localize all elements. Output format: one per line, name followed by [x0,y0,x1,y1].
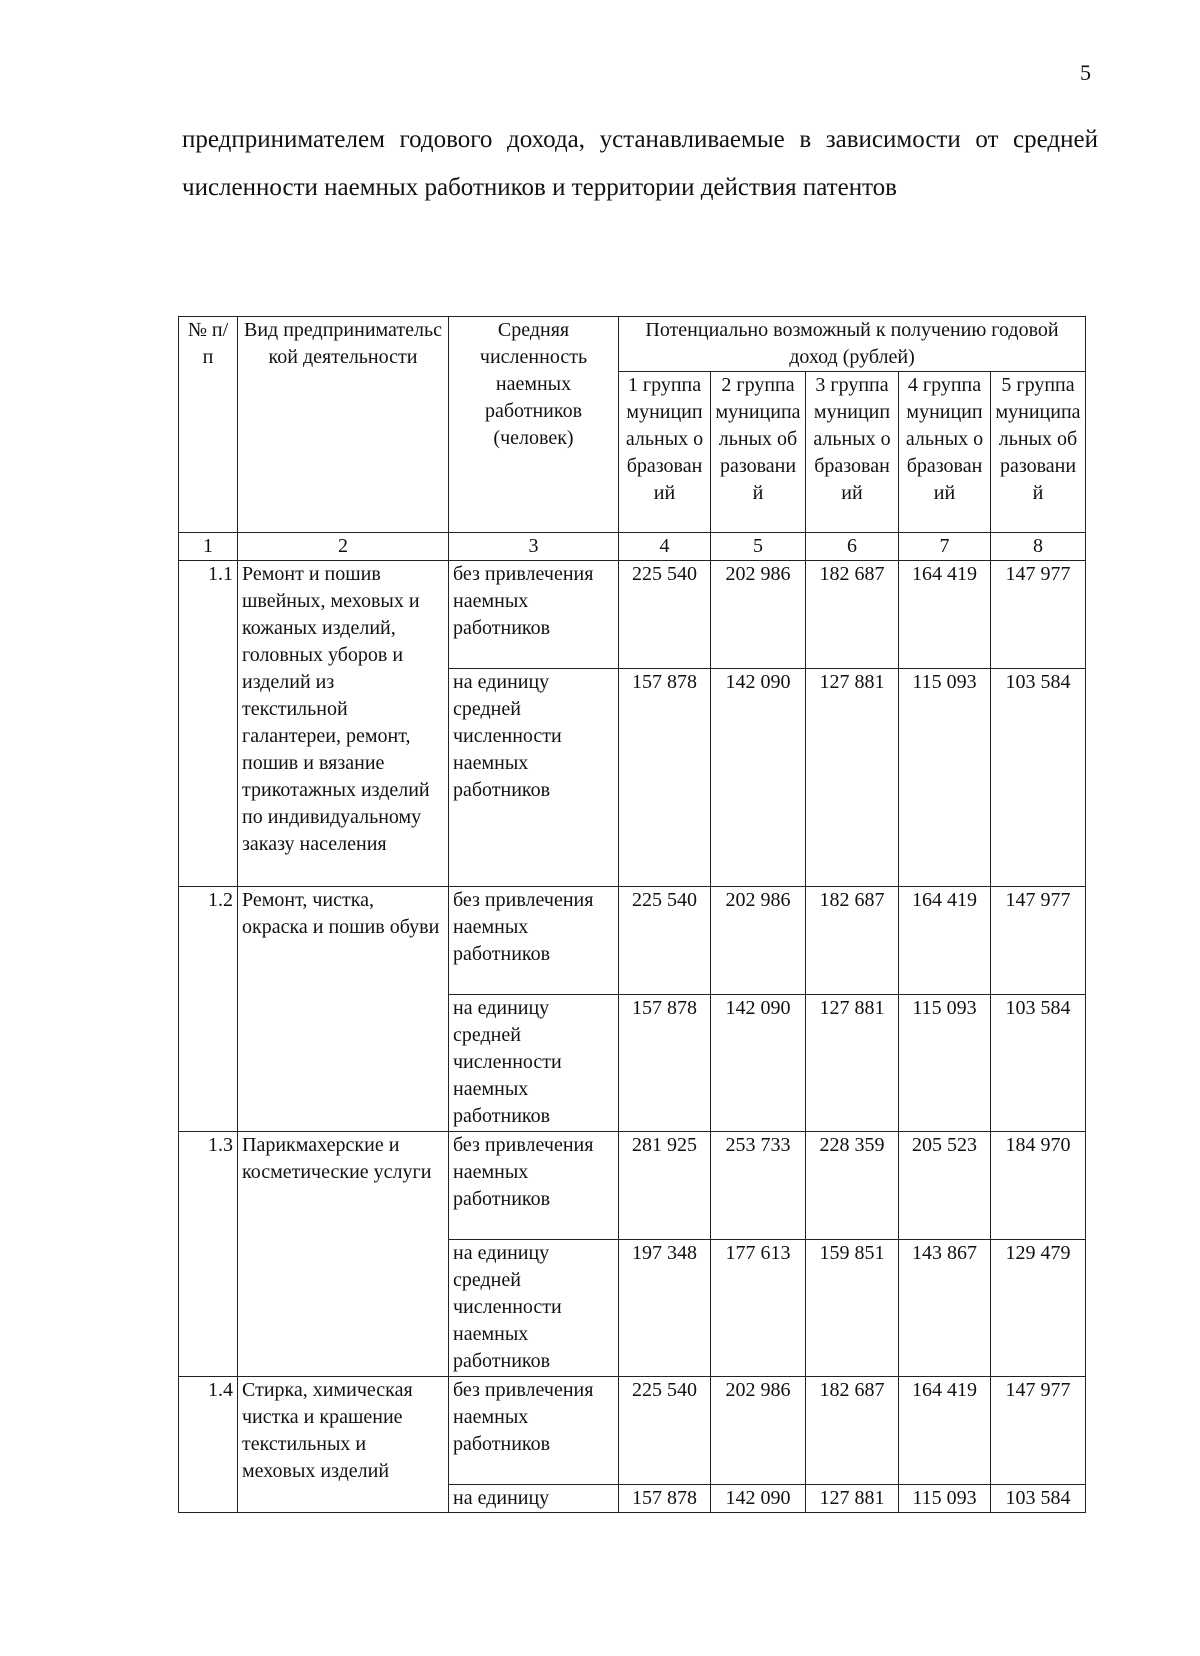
table-row [179,887,1086,995]
income-value: 159 851 [806,1240,899,1377]
income-value: 142 090 [711,669,806,887]
row-number: 1.4 [179,1377,238,1513]
income-value: 127 881 [806,1485,899,1513]
intro-paragraph [182,116,1098,212]
income-value: 147 977 [991,1377,1086,1485]
column-number: 7 [899,533,991,561]
activity-cell: Ремонт, чистка, окраска и пошив обуви [238,887,449,1132]
income-value: 202 986 [711,887,806,995]
header-group-2: 2 группа муниципальных образований [711,372,806,533]
income-value: 147 977 [991,887,1086,995]
column-number: 5 [711,533,806,561]
column-number: 8 [991,533,1086,561]
income-value: 142 090 [711,1485,806,1513]
income-value: 281 925 [619,1132,711,1240]
activity-cell: Парикмахерские и косметические услуги [238,1132,449,1377]
header-activity: Вид предпринимательской деятельности [238,317,449,533]
income-value: 225 540 [619,561,711,669]
income-value: 228 359 [806,1132,899,1240]
column-number: 1 [179,533,238,561]
row-number: 1.1 [179,561,238,887]
income-value: 164 419 [899,1377,991,1485]
income-value: 142 090 [711,995,806,1132]
income-value: 205 523 [899,1132,991,1240]
income-value: 157 878 [619,669,711,887]
income-value: 202 986 [711,561,806,669]
header-group-1: 1 группа муниципальных образований [619,372,711,533]
workers-cell: без привлечения наемных работников [449,1132,619,1240]
workers-cell: на единицу средней численности наемных работников [449,669,619,887]
income-value: 127 881 [806,669,899,887]
income-value: 164 419 [899,561,991,669]
intro-text: предпринимателем годового дохода, устанавливаемые в зависимости от средней численности наемных работников и территории действия патентов [182,126,1098,201]
income-value: 103 584 [991,995,1086,1132]
activity-cell: Стирка, химическая чистка и крашение текстильных и меховых изделий [238,1377,449,1513]
income-value: 129 479 [991,1240,1086,1377]
income-value: 182 687 [806,887,899,995]
header-group-5: 5 группа муниципальных образований [991,372,1086,533]
income-value: 127 881 [806,995,899,1132]
column-number: 6 [806,533,899,561]
income-value: 225 540 [619,1377,711,1485]
activity-cell: Ремонт и пошив швейных, меховых и кожаных изделий, головных уборов и изделий из текстильной галантереи, ремонт, пошив и вязание трикотажных изделий по индивидуальному заказу населения [238,561,449,887]
income-value: 115 093 [899,995,991,1132]
income-value: 115 093 [899,669,991,887]
income-value: 115 093 [899,1485,991,1513]
column-number: 3 [449,533,619,561]
income-value: 177 613 [711,1240,806,1377]
header-row-top [179,317,1086,372]
header-num: № п/п [179,317,238,533]
income-value: 197 348 [619,1240,711,1377]
header-group-3: 3 группа муниципальных образований [806,372,899,533]
workers-cell: на единицу средней численности наемных работников [449,995,619,1132]
table-row [179,1377,1086,1485]
column-numbers-row [179,533,1086,561]
income-value: 253 733 [711,1132,806,1240]
income-value: 182 687 [806,561,899,669]
row-number: 1.3 [179,1132,238,1377]
row-number: 1.2 [179,887,238,1132]
income-value: 157 878 [619,995,711,1132]
income-value: 147 977 [991,561,1086,669]
income-value: 184 970 [991,1132,1086,1240]
income-value: 103 584 [991,669,1086,887]
income-table [178,316,1086,1513]
column-number: 2 [238,533,449,561]
income-value: 103 584 [991,1485,1086,1513]
income-value: 164 419 [899,887,991,995]
table-row [179,561,1086,669]
income-value: 202 986 [711,1377,806,1485]
workers-cell: без привлечения наемных работников [449,1377,619,1485]
header-workers: Средняя численность наемных работников (человек) [449,317,619,533]
income-value: 157 878 [619,1485,711,1513]
header-group-4: 4 группа муниципальных образований [899,372,991,533]
header-income: Потенциально возможный к получению годовой доход (рублей) [619,317,1086,372]
workers-cell: без привлечения наемных работников [449,561,619,669]
column-number: 4 [619,533,711,561]
income-value: 225 540 [619,887,711,995]
income-value: 182 687 [806,1377,899,1485]
income-value: 143 867 [899,1240,991,1377]
workers-cell: без привлечения наемных работников [449,887,619,995]
table-row [179,1132,1086,1240]
workers-cell: на единицу [449,1485,619,1513]
workers-cell: на единицу средней численности наемных работников [449,1240,619,1377]
page-number: 5 [1080,60,1091,85]
